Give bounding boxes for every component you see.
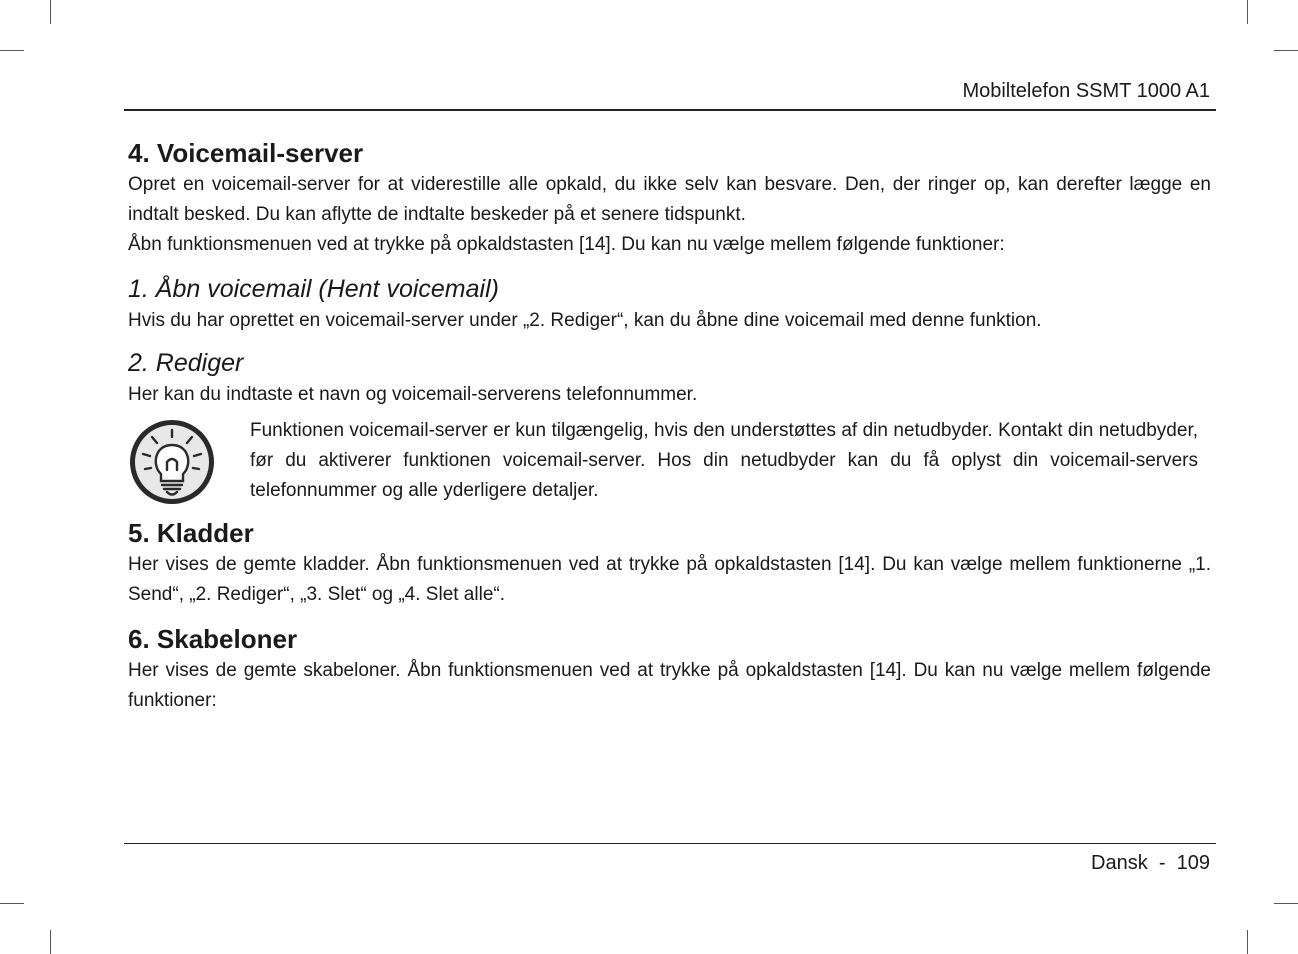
crop-mark <box>50 930 51 954</box>
paragraph: Her vises de gemte kladder. Åbn funktionsmenuen ved at trykke på opkaldstasten [14]. Du kan vælge mellem funktionerne „1. Send“, „2. Rediger“, „3. Slet“ og „4. Slet alle“. <box>128 554 1211 605</box>
subsection-heading: 1. Åbn voicemail (Hent voicemail) <box>128 275 499 303</box>
page-header-title: Mobiltelefon SSMT 1000 A1 <box>962 80 1210 102</box>
section-heading: 6. Skabeloner <box>128 624 298 654</box>
paragraph: Her kan du indtaste et navn og voicemail-serverens telefonnummer. <box>128 384 698 405</box>
tip-text: Funktionen voicemail-server er kun tilgængelig, hvis den understøttes af din netudbyder. Kontakt din netudbyder, før du aktiverer funktionen voicemail-server. Hos din netudbyder kan du få oplyst din voicemail-servers telefonnummer og alle yderligere detaljer. <box>250 420 1198 501</box>
section-heading: 4. Voicemail-server <box>128 138 364 168</box>
header-rule <box>124 109 1216 111</box>
subsection-heading: 2. Rediger <box>128 349 244 377</box>
section-kladder <box>128 516 1211 610</box>
crop-mark <box>1247 0 1248 24</box>
crop-mark <box>0 903 24 904</box>
paragraph: Opret en voicemail-server for at viderestille alle opkald, du ikke selv kan besvare. Den, der ringer op, kan derefter lægge en indtalt besked. Du kan aflytte de indtalte beskeder på et senere tidspunkt. <box>128 174 1211 225</box>
page-content <box>128 136 1211 716</box>
page-footer: Dansk - 109 <box>1091 852 1210 874</box>
paragraph: Åbn funktionsmenuen ved at trykke på opkaldstasten [14]. Du kan nu vælge mellem følgende funktioner: <box>128 234 1005 255</box>
crop-mark <box>1274 50 1298 51</box>
section-skabeloner <box>128 622 1211 716</box>
lightbulb-icon <box>128 418 216 506</box>
crop-mark <box>0 50 24 51</box>
crop-mark <box>1274 903 1298 904</box>
section-voicemail-server <box>128 136 1211 506</box>
crop-mark <box>50 0 51 24</box>
crop-mark <box>1247 930 1248 954</box>
paragraph: Her vises de gemte skabeloner. Åbn funktionsmenuen ved at trykke på opkaldstasten [14]. Du kan nu vælge mellem følgende funktioner: <box>128 660 1211 711</box>
paragraph: Hvis du har oprettet en voicemail-server under „2. Rediger“, kan du åbne dine voicemail med denne funktion. <box>128 310 1042 331</box>
section-heading: 5. Kladder <box>128 518 254 548</box>
footer-rule <box>124 843 1216 844</box>
tip-note <box>128 416 1211 506</box>
